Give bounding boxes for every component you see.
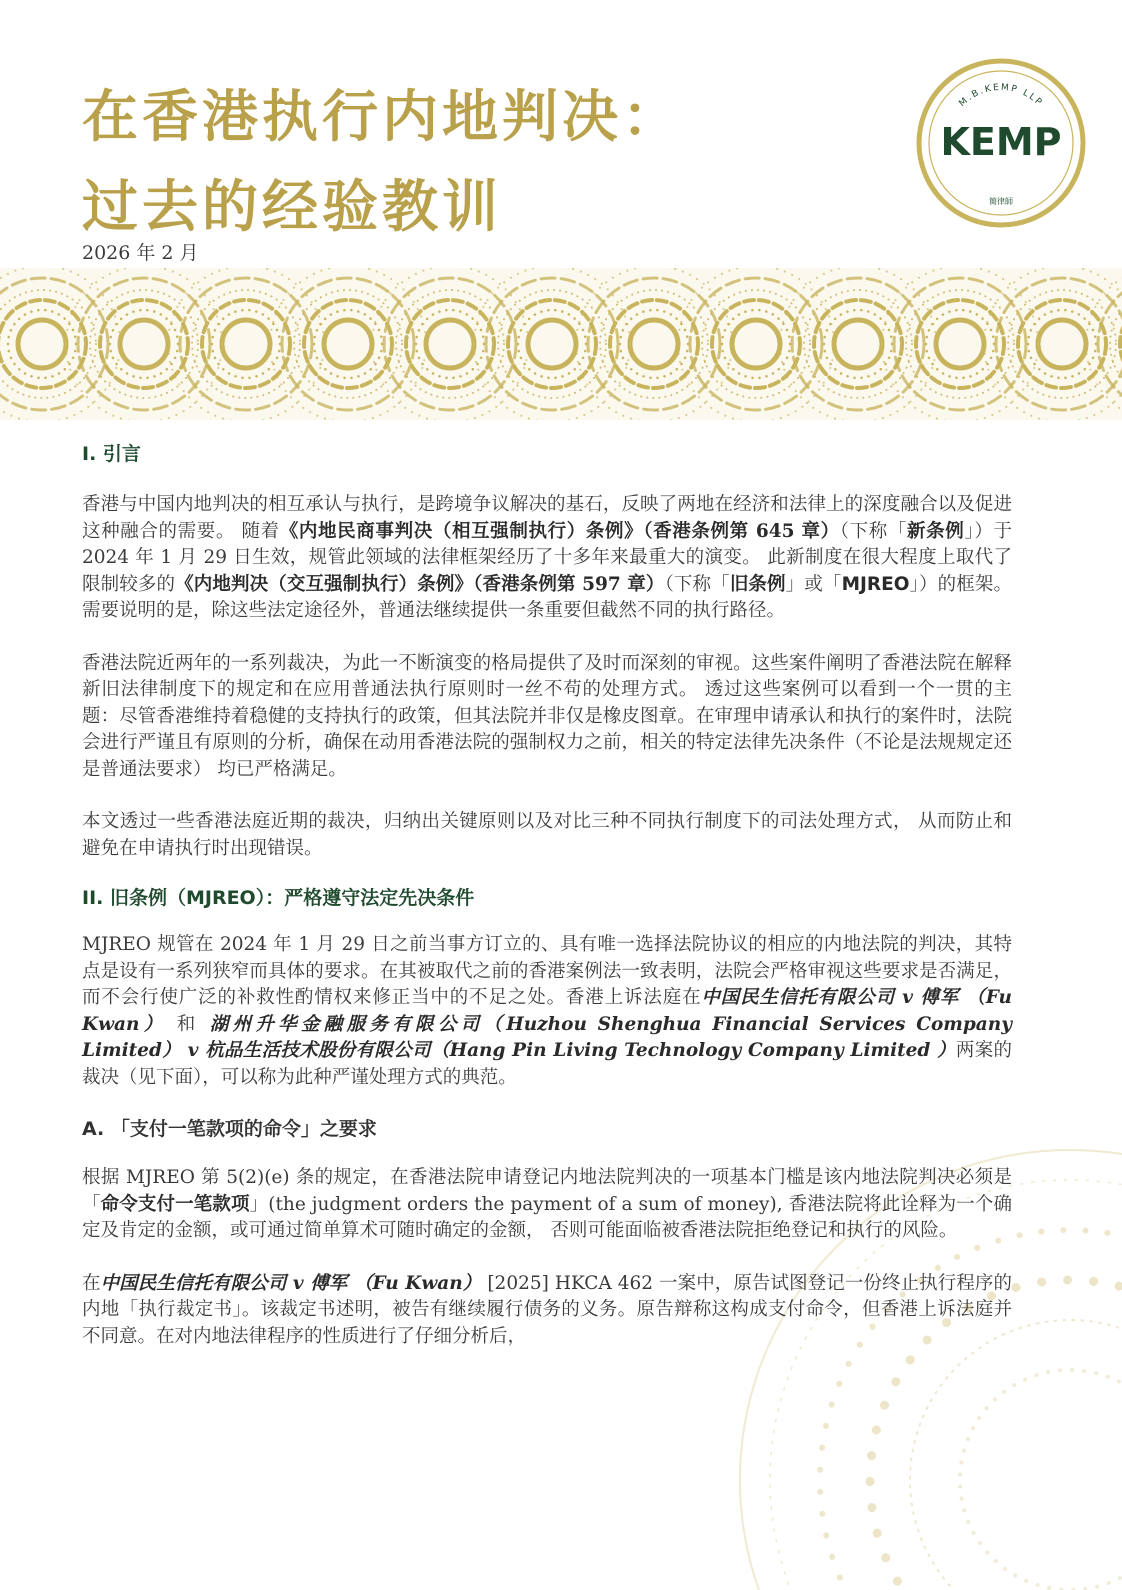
intro-paragraph-3: 本文透过一些香港法庭近期的裁决，归纳出关键原则以及对比三种不同执行制度下的司法处理方式， 从而防止和避免在申请执行时出现错误。 — [82, 811, 1012, 859]
case-name-huzhou: 湖州升华金融服务有限公司（Huzhou Shenghua Financial Services Company Limited） v 杭品生活技术股份有限公司（Hang Pin Living Technology Company Limited ） — [82, 1013, 1012, 1061]
payment-paragraph-1: 根据 MJREO 第 5(2)(e) 条的规定，在香港法院申请登记内地法院判决的一项基本门槛是该内地法院判决必须是「命令支付一笔款项」(the judgment orders the payment of a sum of money), 香港法院将此诠释为一个确定及肯定的金额，或可通过简单算术可随时确定的金额， 否则可能面临被香港法院拒绝登记和执行的风险。 — [82, 1167, 1012, 1241]
mjreo-paragraph-1: MJREO 规管在 2024 年 1 月 29 日之前当事方订立的、具有唯一选择法院协议的相应的内地法院的判决，其特点是设有一系列狭窄而具体的要求。在其被取代之前的香港案例法一致表明，法院会严格审视这些要求是否满足，而不会行使广泛的补救性酌情权来修正当中的不足之处。香港上诉法庭在中国民生信托有限公司 v 傅军 （Fu Kwan） 和 湖州升华金融服务有限公司（Huzhou Shenghua Financial Services Company Limited） v 杭品生活技术股份有限公司（Hang Pin Living Technology Company Limited ）两案的裁决（见下面），可以称为此种严谨处理方式的典范。 — [82, 934, 1012, 1088]
logo-name: KEMP — [940, 120, 1062, 164]
title-line-2: 过去的经验教训 — [82, 174, 502, 240]
intro-paragraph-2: 香港法院近两年的一系列裁决，为此一不断演变的格局提供了及时而深刻的审视。这些案件阐明了香港法院在解释新旧法律制度下的规定和在应用普通法执行原则时一丝不苟的处理方式。 透过这些案例可以看到一个一贯的主题：尽管香港维持着稳健的支持执行的政策，但其法院并非仅是橡皮图章。在审理申请承认和执行的案件时，法院会进行严谨且有原则的分析，确保在动用香港法院的强制权力之前，相关的特定法律先决条件（不论是法规规定还是普通法要求） 均已严格满足。 — [82, 652, 1012, 780]
ordinance-597-name: 《内地判决（交互强制执行）条例》（香港条例第 597 章） — [175, 573, 665, 595]
section-heading-introduction: I. 引言 — [82, 443, 141, 465]
case-name-minsheng-2: 中国民生信托有限公司 v 傅军 （Fu Kwan） — [100, 1272, 482, 1294]
logo-arc-text: M.B.KEMP LLP — [957, 82, 1045, 109]
document-date: 2026 年 2 月 — [82, 242, 199, 264]
kemp-logo — [916, 58, 1086, 228]
document-title — [82, 72, 682, 252]
subsection-heading-payment-order: A. 「支付一笔款项的命令」之要求 — [82, 1118, 377, 1140]
logo-sub-text: 簡律師 — [989, 197, 1013, 206]
ordinance-645-name: 《内地民商事判决（相互强制执行）条例》（香港条例第 645 章） — [279, 520, 840, 542]
article-body — [82, 438, 1012, 1350]
payment-paragraph-2: 在中国民生信托有限公司 v 傅军 （Fu Kwan） [2025] HKCA 462 一案中，原告试图登记一份终止执行程序的内地「执行裁定书」。该裁定书述明，被告有继续履行债务的义务。原告辩称这构成支付命令，但香港上诉法庭并不同意。在对内地法律程序的性质进行了仔细分析后， — [82, 1272, 1012, 1347]
decorative-pattern-band — [0, 268, 1122, 420]
section-heading-mjreo: II. 旧条例（MJREO）：严格遵守法定先决条件 — [82, 887, 475, 909]
case-name-minsheng: 中国民生信托有限公司 v 傅军 （Fu Kwan） — [82, 987, 1012, 1035]
title-line-1: 在香港执行内地判决： — [82, 84, 682, 150]
intro-paragraph-1: 香港与中国内地判决的相互承认与执行，是跨境争议解决的基石，反映了两地在经济和法律上的深度融合以及促进这种融合的需要。 随着《内地民商事判决（相互强制执行）条例》（香港条例第 645 章）（下称「新条例」）于 2024 年 1 月 29 日生效，规管此领域的法律框架经历了十多年来最重大的演变。 此新制度在很大程度上取代了限制较多的《内地判决（交互强制执行）条例》（香港条例第 597 章）（下称「旧条例」或「MJREO」）的框架。需要说明的是，除这些法定途径外，普通法继续提供一条重要但截然不同的执行路径。 — [82, 494, 1012, 621]
